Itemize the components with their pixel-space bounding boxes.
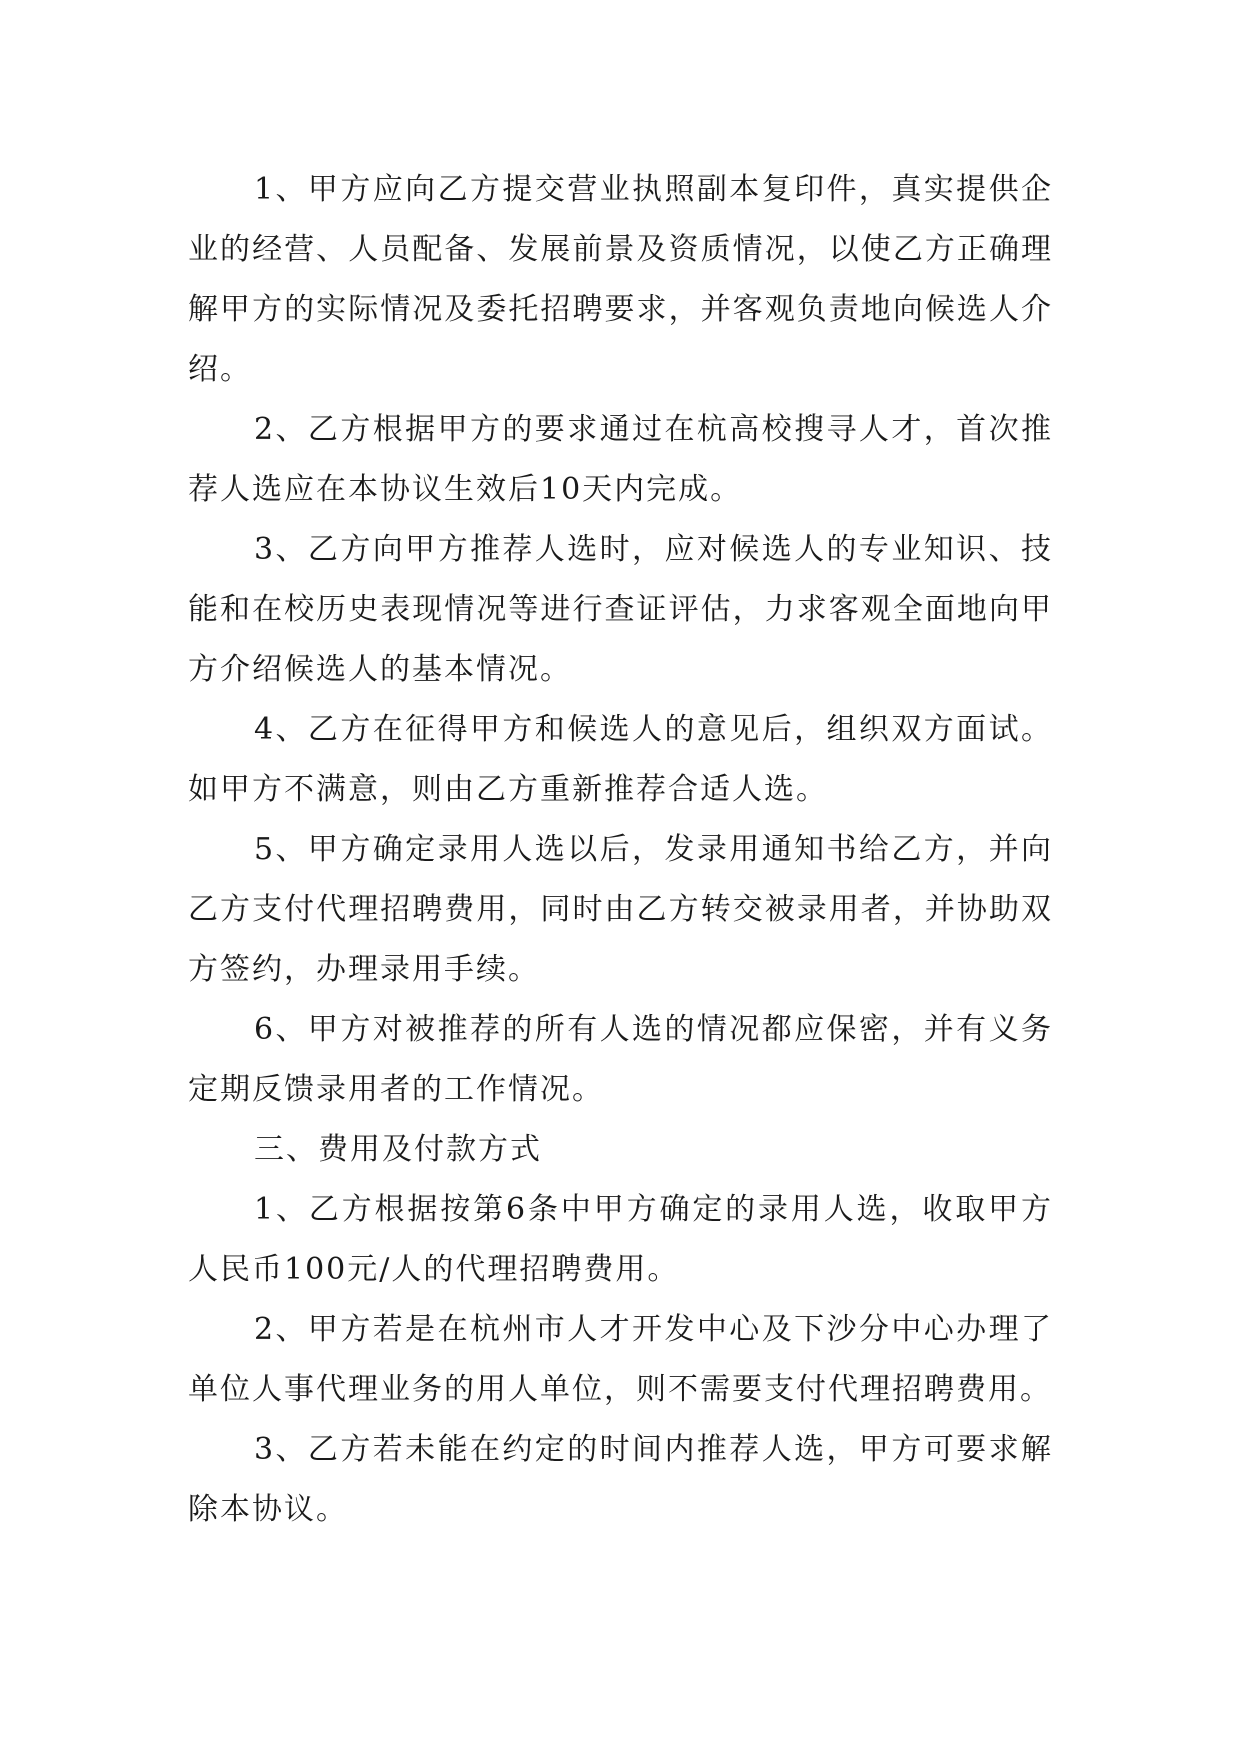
clause-1-business-license: 1、甲方应向乙方提交营业执照副本复印件，真实提供企业的经营、人员配备、发展前景及资质情况，以使乙方正确理解甲方的实际情况及委托招聘要求，并客观负责地向候选人介绍。 bbox=[188, 172, 1053, 387]
fee-clause-1-rate: 1、乙方根据按第6条中甲方确定的录用人选，收取甲方人民币100元/人的代理招聘费用。 bbox=[188, 1192, 1053, 1287]
fee-clause-3-termination: 3、乙方若未能在约定的时间内推荐人选，甲方可要求解除本协议。 bbox=[188, 1432, 1053, 1527]
document-body bbox=[188, 160, 1053, 1540]
fee-clause-2-exemption: 2、甲方若是在杭州市人才开发中心及下沙分中心办理了单位人事代理业务的用人单位，则不需要支付代理招聘费用。 bbox=[188, 1312, 1053, 1407]
clause-5-hiring-notice: 5、甲方确定录用人选以后，发录用通知书给乙方，并向乙方支付代理招聘费用，同时由乙方转交被录用者，并协助双方签约，办理录用手续。 bbox=[188, 832, 1053, 987]
clause-4-interview: 4、乙方在征得甲方和候选人的意见后，组织双方面试。如甲方不满意，则由乙方重新推荐合适人选。 bbox=[188, 712, 1053, 807]
section-heading-fees: 三、费用及付款方式 bbox=[254, 1132, 542, 1167]
clause-2-talent-search: 2、乙方根据甲方的要求通过在杭高校搜寻人才，首次推荐人选应在本协议生效后10天内完成。 bbox=[188, 412, 1053, 507]
clause-6-confidentiality: 6、甲方对被推荐的所有人选的情况都应保密，并有义务定期反馈录用者的工作情况。 bbox=[188, 1012, 1053, 1107]
clause-3-candidate-evaluation: 3、乙方向甲方推荐人选时，应对候选人的专业知识、技能和在校历史表现情况等进行查证评估，力求客观全面地向甲方介绍候选人的基本情况。 bbox=[188, 532, 1053, 687]
